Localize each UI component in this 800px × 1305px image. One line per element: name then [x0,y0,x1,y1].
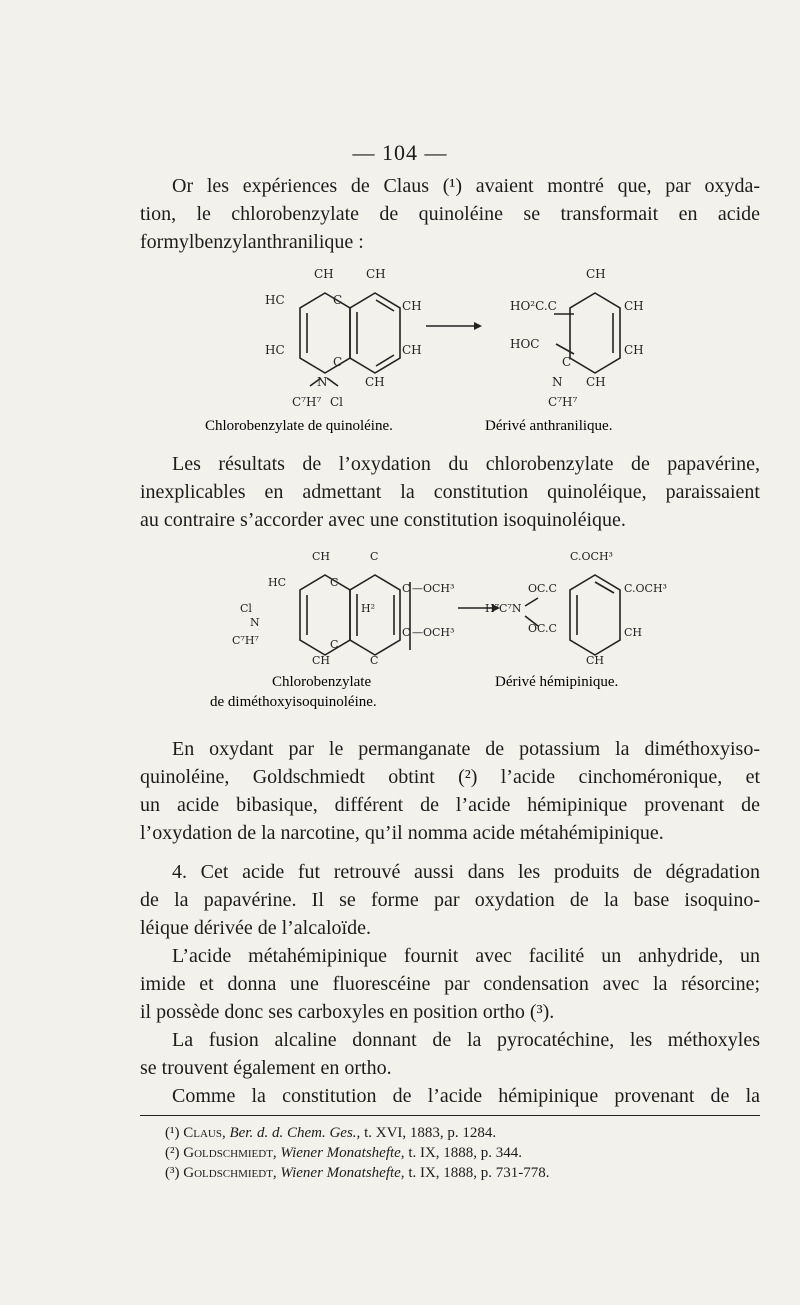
atom-label: CH [586,267,606,281]
atom-label: C [402,582,411,595]
figure-caption: Chlorobenzylate de quinoléine. [205,418,393,434]
paragraph-anhydride [140,942,760,1026]
paragraph-papaverine [140,450,760,534]
footnote-mark: (¹) [165,1125,180,1141]
atom-label: C [370,654,379,667]
footnote-mark: (³) [165,1165,180,1181]
atom-label: C.OCH³ [570,550,613,563]
atom-label: HOC [510,337,540,351]
figure-caption: Chlorobenzylate [272,674,372,690]
text-line: de la papavérine. Il se forme par oxydation de la base isoquino- [140,889,760,911]
atom-label: CH [624,343,644,357]
anthranilic-labels [510,267,644,409]
atom-label: —OCH³ [412,626,455,639]
atom-label: Cl [240,602,252,615]
text-line: Comme la constitution de l’acide hémipinique provenant de la [172,1085,760,1107]
isoquinoline-labels [232,550,454,667]
reaction-arrow [426,322,482,330]
atom-label: —OCH³ [412,582,455,595]
text-line: quinoléine, Goldschmiedt obtint (²) l’acide cinchoméronique, et [140,766,760,788]
atom-label: H⁷C⁷N [485,602,522,615]
atom-label: C⁷H⁷ [232,634,259,647]
atom-label: C [402,626,411,639]
hemipinic-labels [485,550,667,667]
paragraph-section-4 [140,858,760,942]
text-line: se trouvent également en ortho. [140,1057,392,1079]
footnote-reference: t. IX, 1888, p. 344. [408,1145,523,1161]
atom-label: N [552,375,563,389]
text-line: il possède donc ses carboxyles en position ortho (³). [140,1001,555,1023]
atom-label: N [317,375,328,389]
atom-label: C [330,576,339,589]
text-line: un acide bibasique, différent de l’acide hémipinique provenant de [140,794,760,816]
footnote [165,1163,550,1183]
atom-label: CH [312,654,331,667]
text-line: formylbenzylanthranilique : [140,231,364,253]
atom-label: CH [624,299,644,313]
text-line: En oxydant par le permanganate de potassium la diméthoxyiso- [172,738,760,760]
footnote-reference: t. XVI, 1883, p. 1284. [364,1125,497,1141]
text-line: L’acide métahémipinique fournit avec facilité un anhydride, un [172,945,760,967]
atom-label: C [330,638,339,651]
figure-caption: de diméthoxyisoquinoléine. [210,694,377,710]
text-line: léique dérivée de l’alcaloïde. [140,917,371,939]
text-line: tion, le chlorobenzylate de quinoléine se transformait en acide [140,203,760,225]
quinoline-rings [300,293,400,386]
footnote-rule [140,1115,760,1116]
footnote [165,1143,522,1163]
atom-label: HC [268,576,287,589]
text-line: 4. Cet acide fut retrouvé aussi dans les produits de dégradation [172,861,760,883]
atom-label: C [333,355,343,369]
text-line: imide et donna une fluorescéine par condensation avec la résorcine; [140,973,760,995]
paragraph-constitution [140,1082,760,1110]
atom-label: Cl [330,395,344,409]
footnote-author: Goldschmiedt, [183,1145,277,1161]
isoquinoline-rings [300,575,410,655]
quinoline-labels [265,267,422,409]
atom-label: C [370,550,379,563]
figure-quinoline-oxidation [140,258,760,438]
paragraph-fusion [140,1026,760,1082]
paragraph-goldschmiedt [140,735,760,847]
text-line: au contraire s’accorder avec une constitution isoquinoléique. [140,509,626,531]
page-number: — 104 — [352,140,448,165]
atom-label: OC.C [528,582,557,595]
atom-label: N [250,616,260,629]
atom-label: OC.C [528,622,557,635]
text-line: Les résultats de l’oxydation du chlorobenzylate de papavérine, [172,453,760,475]
figure-isoquinoline-oxidation [140,540,760,720]
figure-caption: Dérivé anthranilique. [485,418,613,434]
footnote-author: Claus, [183,1125,226,1141]
atom-label: HO²C.C [510,299,557,313]
text-line: Or les expériences de Claus (¹) avaient montré que, par oxyda- [172,175,760,197]
atom-label: HC [265,343,285,357]
atom-label: CH [402,299,422,313]
atom-label: CH [365,375,385,389]
figure-caption: Dérivé hémipinique. [495,674,619,690]
text-line: inexplicables en admettant la constitution quinoléique, paraissaient [140,481,760,503]
atom-label: C [333,293,343,307]
atom-label: CH [314,267,334,281]
footnote-reference: t. IX, 1888, p. 731-778. [408,1165,550,1181]
atom-label: CH [402,343,422,357]
footnote-journal: Wiener Monatshefte, [280,1165,405,1181]
footnote-author: Goldschmiedt, [183,1165,277,1181]
paragraph-claus [140,172,760,256]
atom-label: C.OCH³ [624,582,667,595]
text-line: La fusion alcaline donnant de la pyrocatéchine, les méthoxyles [172,1029,760,1051]
footnote [165,1123,496,1143]
footnote-journal: Ber. d. d. Chem. Ges., [229,1125,361,1141]
footnote-mark: (²) [165,1145,180,1161]
atom-label: CH [586,654,605,667]
atom-label: H² [361,602,376,615]
footnote-journal: Wiener Monatshefte, [280,1145,405,1161]
atom-label: CH [624,626,643,639]
atom-label: C⁷H⁷ [292,395,322,409]
text-line: l’oxydation de la narcotine, qu’il nomma acide métahémipinique. [140,822,664,844]
atom-label: C⁷H⁷ [548,395,578,409]
atom-label: CH [366,267,386,281]
atom-label: C [562,355,572,369]
atom-label: HC [265,293,285,307]
atom-label: CH [586,375,606,389]
atom-label: CH [312,550,331,563]
